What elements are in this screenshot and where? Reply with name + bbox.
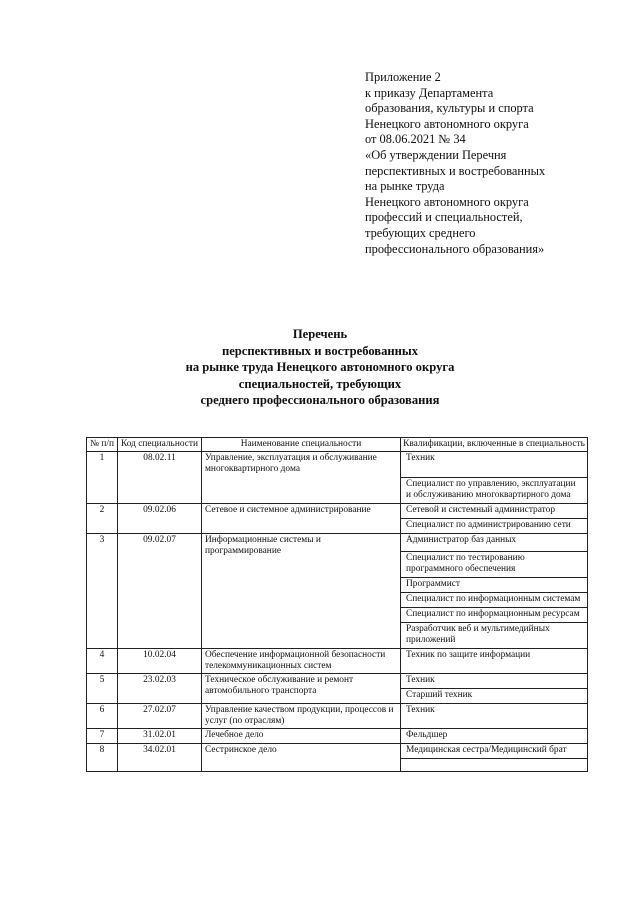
row-specialty: Лечебное дело: [202, 728, 401, 743]
appendix-line: профессионального образования»: [365, 241, 545, 256]
appendix-line: требующих среднего: [365, 225, 476, 240]
row-number: 7: [87, 728, 118, 743]
header-code: Код специальности: [118, 438, 202, 452]
row-specialty: Управление качеством продукции, процессов и услуг (по отраслям): [202, 703, 401, 728]
qualification: Специалист по информационным системам: [401, 593, 587, 608]
row-code: 34.02.01: [118, 743, 202, 771]
row-qualifications: [401, 503, 588, 533]
qualification: Программист: [401, 578, 587, 593]
qualification: Специалист по информационным ресурсам: [401, 608, 587, 623]
specialties-table: [86, 437, 588, 772]
appendix-line: профессий и специальностей,: [365, 210, 523, 225]
row-specialty: Сестринское дело: [202, 743, 401, 771]
row-number: 3: [87, 533, 118, 648]
row-number: 8: [87, 743, 118, 771]
title-line: на рынке труда Ненецкого автономного округа: [185, 360, 455, 375]
row-number: 1: [87, 451, 118, 503]
qualification: Специалист по управлению, эксплуатации и обслуживанию многоквартирного дома: [406, 478, 576, 500]
row-qualifications: [401, 648, 588, 673]
row-number: 4: [87, 648, 118, 673]
qualification: Техник: [406, 704, 435, 715]
row-qualifications: [401, 728, 588, 743]
qualification: Специалист по администрированию сети: [406, 519, 571, 530]
appendix-line: на рынке труда: [365, 179, 445, 194]
row-qualifications: [401, 743, 588, 771]
row-specialty: Сетевое и системное администрирование: [202, 503, 401, 533]
qualification: Администратор баз данных: [401, 534, 587, 552]
appendix-line: Ненецкого автономного округа: [365, 194, 529, 209]
row-code: 08.02.11: [118, 451, 202, 503]
row-qualifications: [401, 703, 588, 728]
row-code: 27.02.07: [118, 703, 202, 728]
row-number: 2: [87, 503, 118, 533]
row-code: 09.02.07: [118, 533, 202, 648]
qualification: Техник: [401, 674, 587, 689]
appendix-line: образования, культуры и спорта: [365, 101, 534, 116]
qualification: Сетевой и системный администратор: [401, 504, 587, 519]
table-row: [87, 703, 588, 728]
header-name: Наименование специальности: [202, 438, 401, 452]
qualification: Разработчик веб и мультимедийных приложений: [406, 623, 550, 645]
row-code: 31.02.01: [118, 728, 202, 743]
row-code: 23.02.03: [118, 673, 202, 703]
qualification: Старший техник: [406, 689, 473, 700]
title-line: Перечень: [292, 327, 348, 341]
row-code: 10.02.04: [118, 648, 202, 673]
table-header-row: [87, 438, 588, 452]
header-no: № п/п: [87, 438, 118, 452]
appendix-line: «Об утверждении Перечня: [365, 147, 507, 162]
appendix-line: перспективных и востребованных: [365, 163, 546, 178]
document-title: [0, 326, 640, 409]
appendix-line: Приложение 2: [365, 70, 441, 84]
blank-space: [401, 759, 587, 771]
appendix-line: от 08.06.2021 № 34: [365, 132, 466, 147]
appendix-line: к приказу Департамента: [365, 85, 494, 100]
row-specialty: Техническое обслуживание и ремонт автомобильного транспорта: [202, 673, 401, 703]
appendix-line: Ненецкого автономного округа: [365, 116, 529, 131]
table-row: [87, 648, 588, 673]
qualification: Специалист по тестированию программного обеспечения: [401, 552, 587, 578]
table-row: [87, 743, 588, 771]
row-specialty: Управление, эксплуатация и обслуживание многоквартирного дома: [202, 451, 401, 503]
table-row: [87, 451, 588, 503]
qualification: Медицинская сестра/Медицинский брат: [401, 744, 587, 759]
row-qualifications: [401, 533, 588, 648]
title-line: специальностей, требующих: [238, 376, 402, 391]
title-line: перспективных и востребованных: [221, 343, 419, 358]
table-row: [87, 673, 588, 703]
title-line: среднего профессионального образования: [200, 393, 440, 408]
qualification: Техник по защите информации: [406, 649, 531, 660]
row-number: 5: [87, 673, 118, 703]
header-quals: Квалификации, включенные в специальность: [401, 438, 588, 452]
row-qualifications: [401, 451, 588, 503]
row-number: 6: [87, 703, 118, 728]
table-row: [87, 728, 588, 743]
row-qualifications: [401, 673, 588, 703]
row-specialty: Информационные системы и программирование: [202, 533, 401, 648]
row-specialty: Обеспечение информационной безопасности телекоммуникационных систем: [202, 648, 401, 673]
qualification: Фельдшер: [406, 729, 448, 740]
table-row: [87, 533, 588, 648]
table-row: [87, 503, 588, 533]
appendix-block: [365, 70, 625, 257]
row-code: 09.02.06: [118, 503, 202, 533]
qualification: Техник: [401, 452, 587, 478]
